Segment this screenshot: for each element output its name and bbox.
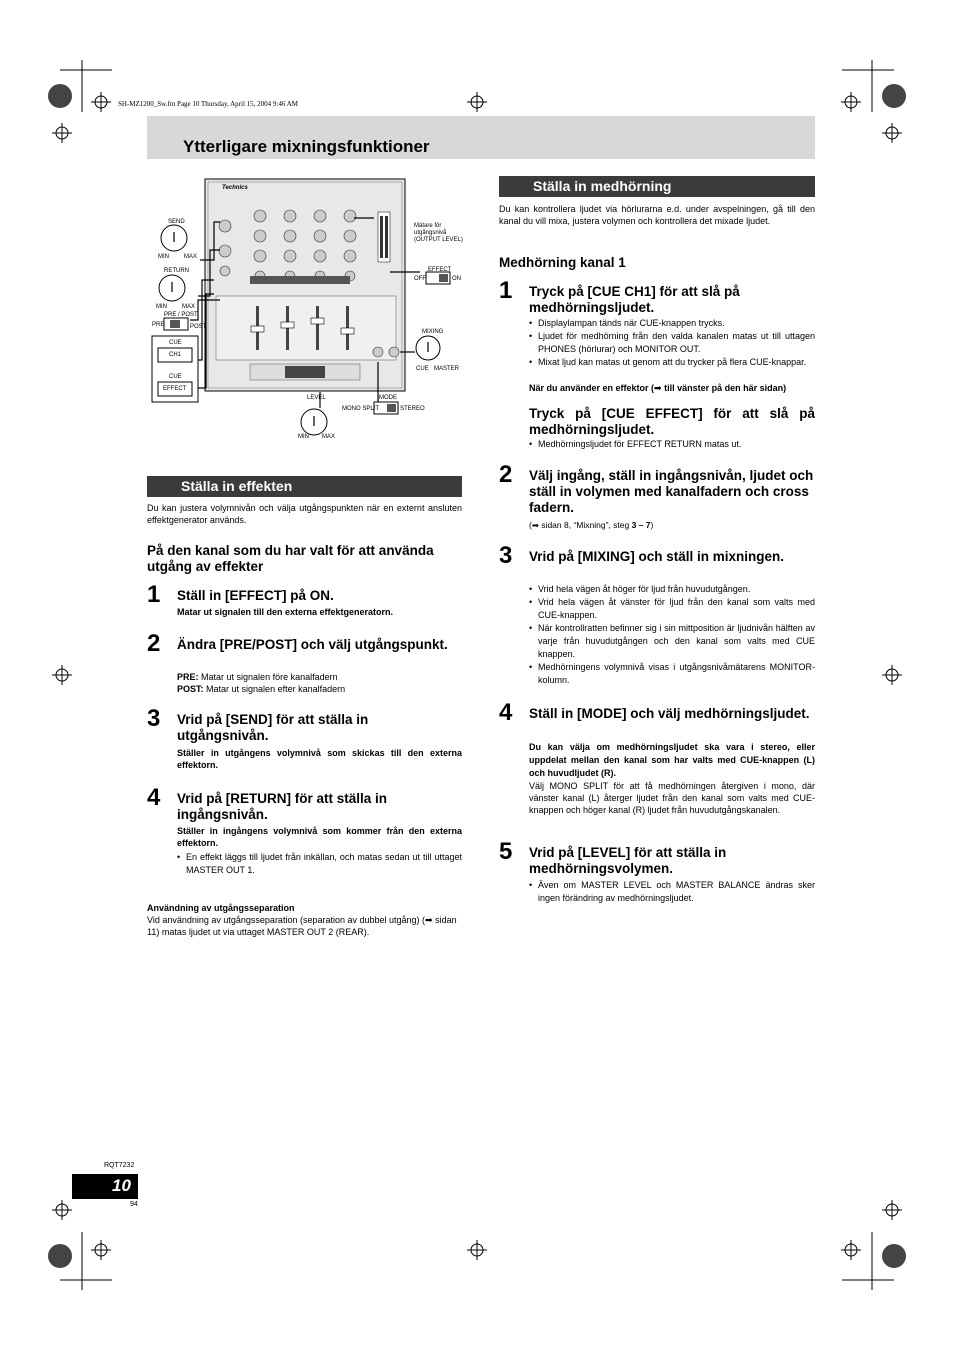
- effect-button-label: EFFECT: [163, 386, 187, 392]
- bullet-item: • Mixat ljud kan matas ut genom att du trycker på flera CUE-knappar.: [529, 356, 815, 369]
- model-number: RQT7232: [104, 1162, 135, 1169]
- mixing-label: MIXING: [422, 329, 444, 335]
- mono-split-label: MONO SPLIT: [342, 406, 380, 412]
- reference-text: (➡ sidan 8, “Mixning”, steg: [529, 520, 632, 530]
- send-max-label: MAX: [184, 254, 198, 260]
- step-number: 5: [499, 838, 513, 865]
- bullet-item: • Ljudet för medhörning från den valda kanalen matas ut till uttagen PHONES (hörlurar) och MONITOR OUT.: [529, 330, 815, 356]
- step-number: 4: [499, 699, 513, 726]
- level-label: LEVEL: [307, 395, 326, 401]
- pre-label: PRE: [152, 322, 165, 328]
- step-title: Ändra [PRE/POST] och välj utgångspunkt.: [177, 637, 448, 652]
- mixer-diagram: [150, 176, 470, 442]
- reference-steps: 3 – 7: [631, 520, 651, 530]
- return-min-label: MIN: [156, 304, 167, 310]
- effector-note: När du använder en effektor (➡ till vänster på den här sidan): [529, 383, 787, 393]
- bullet-item: • Vrid hela vägen åt vänster för ljud från den kanal som valts med CUE-knappen.: [529, 596, 815, 622]
- ch1-label: CH1: [169, 352, 182, 358]
- step-reference: [529, 519, 815, 531]
- level-min-label: MIN: [298, 434, 309, 440]
- step-desc-bold: Du kan välja om medhörningsljudet ska vara i stereo, eller uppdelat mellan den kanal som har valts med CUE-knappen (L) och huvudljudet (R).: [529, 742, 815, 778]
- step-title: Ställ in [MODE] och välj medhörningsljudet.: [529, 706, 810, 721]
- return-label: RETURN: [164, 268, 189, 274]
- post-text: Matar ut signalen efter kanalfadern: [206, 684, 346, 694]
- post-label: POST: [190, 324, 207, 330]
- step-title: Välj ingång, ställ in ingångsnivån, ljudet och ställ in volymen med kanalfadern och cross fadern.: [529, 468, 814, 515]
- post-desc: [177, 683, 462, 695]
- bullet-item: • En effekt läggs till ljudet från inkällan, och matas sedan ut till uttaget MASTER OUT 1.: [177, 851, 462, 877]
- separation-text: Vid användning av utgångsseparation (separation av dubbel utgång) (➡ sidan 11) matas ljudet ut via uttaget MASTER OUT 2 (REAR).: [147, 915, 457, 937]
- step-desc: Välj MONO SPLIT för att få medhörningen återgiven i mono, där vänster kanal (L) återger ljudet från den kanal som valts med CUE-knappen och höger kanal (R) ljudet från huvudutgångskanalen.: [529, 781, 815, 815]
- step-bullets: [529, 583, 815, 687]
- section-title-effect: Ställa in effekten: [181, 478, 293, 494]
- step-title: Ställ in [EFFECT] på ON.: [177, 588, 334, 603]
- step-bullets: [529, 438, 815, 451]
- bullet-item: • Vrid hela vägen åt höger för ljud från huvudutgången.: [529, 583, 815, 596]
- sub-page-number: 94: [130, 1201, 138, 1208]
- step-bullets: [177, 851, 462, 877]
- return-max-label: MAX: [182, 304, 196, 310]
- step-desc: Matar ut signalen till den externa effektgeneratorn.: [177, 607, 394, 617]
- step-title: Vrid på [SEND] för att ställa in utgångsnivån.: [177, 712, 369, 743]
- effect-intro: Du kan justera volymnivån och välja utgångspunkten när en externt ansluten effektgenerator används.: [147, 503, 462, 525]
- bullet-item: • Displaylampan tänds när CUE-knappen trycks.: [529, 317, 815, 330]
- step-number: 2: [147, 630, 161, 657]
- reference-end: ): [650, 520, 654, 530]
- step-number: 4: [147, 784, 161, 811]
- section-bar-effect: [147, 476, 462, 497]
- post-term: POST:: [177, 684, 204, 694]
- section-title-monitor: Ställa in medhörning: [533, 178, 672, 194]
- step-number: 1: [147, 581, 161, 608]
- meter-label: Mätare för utgångsnivå (OUTPUT LEVEL): [414, 223, 463, 243]
- off-label: OFF: [414, 276, 426, 282]
- mixing-master-label: MASTER: [434, 366, 460, 372]
- send-min-label: MIN: [158, 254, 169, 260]
- effect-switch-label: EFFECT: [428, 267, 452, 273]
- effect-subheading: På den kanal som du har valt för att använda utgång av effekter: [147, 543, 434, 574]
- step-number: 3: [499, 542, 513, 569]
- step-title: Vrid på [MIXING] och ställ in mixningen.: [529, 549, 785, 564]
- bullet-item: • Även om MASTER LEVEL och MASTER BALANCE ändras sker ingen förändring av medhörningsljudet.: [529, 879, 815, 905]
- pre-post-label: PRE / POST: [164, 312, 198, 318]
- step-title-secondary: Tryck på [CUE EFFECT] för att slå på medhörningsljudet.: [529, 406, 815, 437]
- page-number-box: [72, 1174, 138, 1199]
- step-number: 2: [499, 461, 513, 488]
- pre-desc: [177, 671, 462, 683]
- send-label: SEND: [168, 219, 185, 225]
- step-number: 1: [499, 277, 513, 304]
- step-bullets: [529, 317, 815, 369]
- file-header: SH-MZ1200_Sw.fm Page 10 Thursday, April 15, 2004 9:46 AM: [118, 100, 298, 108]
- bullet-item: • Medhörningens volymnivå visas i utgångsnivåmätarens MONITOR-kolumn.: [529, 661, 815, 687]
- step-title: Vrid på [RETURN] för att ställa in ingångsnivån.: [177, 791, 388, 822]
- stereo-label: STEREO: [400, 406, 425, 412]
- mode-label: MODE: [379, 395, 397, 401]
- step-title: Tryck på [CUE CH1] för att slå på medhörningsljudet.: [529, 284, 740, 315]
- monitor-intro: Du kan kontrollera ljudet via hörlurarna e.d. under avspelningen, gå till den kanal du vill mixa, justera volymen och kontrollera det mixade ljudet.: [499, 204, 815, 226]
- step-number: 3: [147, 705, 161, 732]
- pre-text: Matar ut signalen före kanalfadern: [201, 672, 338, 682]
- step-desc: Ställer in utgångens volymnivå som skickas till den externa effektorn.: [177, 748, 462, 770]
- on-label: ON: [452, 276, 461, 282]
- monitor-subheading: Medhörning kanal 1: [499, 255, 626, 270]
- level-max-label: MAX: [322, 434, 336, 440]
- cue-label-effect: CUE: [169, 374, 182, 380]
- page-number: 10: [112, 1176, 131, 1195]
- step-desc: Ställer in ingångens volymnivå som kommer från den externa effektorn.: [177, 826, 462, 848]
- step-bullets: [529, 879, 815, 905]
- mixer-illustration: [150, 176, 470, 442]
- step-title: Vrid på [LEVEL] för att ställa in medhörningsvolymen.: [529, 845, 727, 876]
- pre-term: PRE:: [177, 672, 199, 682]
- page-title: Ytterligare mixningsfunktioner: [183, 137, 430, 156]
- bullet-item: • Medhörningsljudet för EFFECT RETURN matas ut.: [529, 438, 815, 451]
- mixing-cue-label: CUE: [416, 366, 429, 372]
- cue-label-ch1: CUE: [169, 340, 182, 346]
- section-bar-monitor: [499, 176, 815, 197]
- brand-logo: Technics: [222, 185, 248, 191]
- title-bar: [147, 116, 815, 159]
- bullet-item: • När kontrollratten befinner sig i sin mittposition är ljudnivån hälften av varje från huvudutgången och den kanal som valts med CUE knappen.: [529, 622, 815, 661]
- separation-heading: Användning av utgångsseparation: [147, 903, 295, 913]
